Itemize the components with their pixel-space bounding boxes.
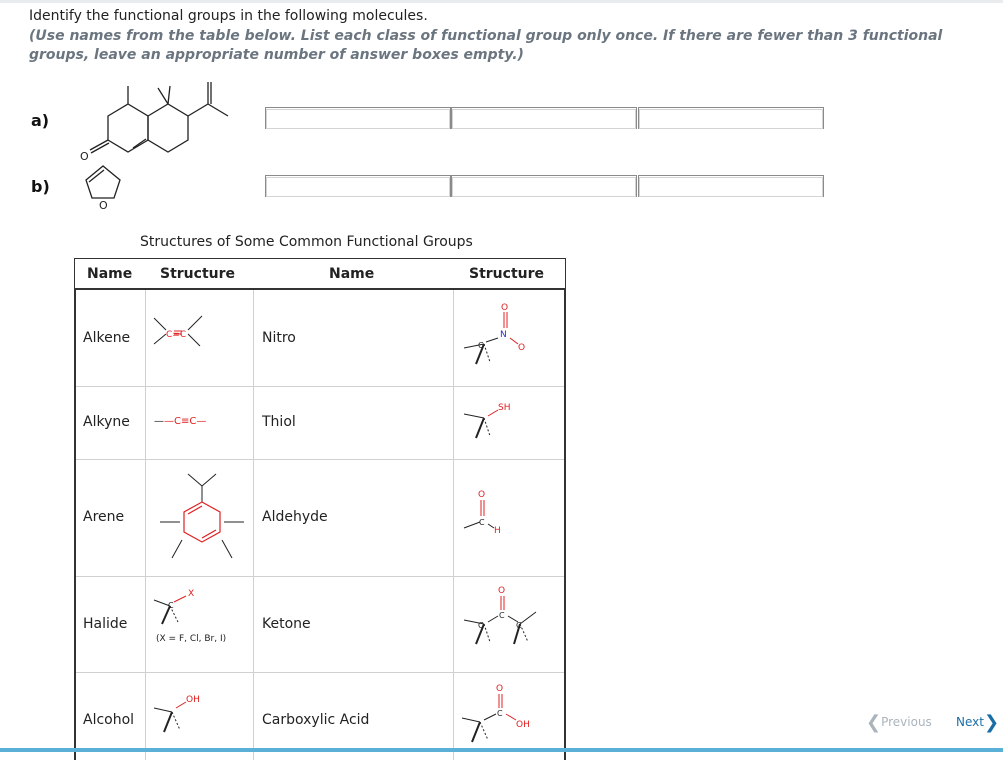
row-alkene-name: Alkene <box>83 330 131 346</box>
part-a-answer-3[interactable] <box>638 107 824 129</box>
footer-bar <box>0 748 1003 752</box>
svg-text:C: C <box>499 611 505 620</box>
svg-text:C: C <box>497 709 503 718</box>
alkyne-structure: ——C≡C— <box>154 416 207 427</box>
svg-text:X: X <box>188 589 195 599</box>
header-name-2: Name <box>329 266 375 282</box>
svg-text:O: O <box>478 490 486 500</box>
svg-text:C: C <box>478 621 484 630</box>
header-structure-1: Structure <box>160 266 236 282</box>
part-a-answer-1[interactable] <box>265 107 451 129</box>
row-ketone-name: Ketone <box>262 616 311 632</box>
next-button[interactable]: Next❯ <box>956 712 1000 733</box>
aldehyde-label: H <box>494 526 501 536</box>
svg-text:O: O <box>498 586 506 596</box>
carboxylic-acid-structure <box>458 680 548 750</box>
table-header <box>74 258 566 290</box>
svg-text:O: O <box>496 684 504 694</box>
alcohol-structure <box>152 690 222 740</box>
svg-text:C: C <box>516 621 522 630</box>
row-alkyne-name: Alkyne <box>83 414 130 430</box>
part-a-label: a) <box>31 111 50 130</box>
svg-text:C: C <box>479 518 485 527</box>
part-b-answer-1[interactable] <box>265 175 451 197</box>
nitro-structure <box>458 298 538 373</box>
header-structure-2: Structure <box>469 266 545 282</box>
halide-structure <box>152 586 212 630</box>
chevron-right-icon: ❯ <box>983 712 1000 733</box>
molecule-a-structure <box>78 76 258 166</box>
halide-note: (X = F, Cl, Br, I) <box>156 634 227 644</box>
row-halide-name: Halide <box>83 616 128 632</box>
svg-text:C: C <box>168 601 174 610</box>
aldehyde-structure <box>458 486 538 556</box>
row-alcohol-name: Alcohol <box>83 712 135 728</box>
svg-text:O: O <box>80 150 89 163</box>
chevron-left-icon: ❮ <box>866 712 882 733</box>
thiol-structure <box>458 394 538 454</box>
question-prompt: Identify the functional groups in the following molecules. <box>29 8 428 24</box>
arene-structure <box>152 472 252 562</box>
svg-text:O: O <box>501 303 509 313</box>
part-a-answer-2[interactable] <box>451 107 637 129</box>
previous-button[interactable]: ❮Previous <box>866 712 932 733</box>
table-body <box>74 290 566 760</box>
alkene-label: C=C <box>166 330 187 340</box>
part-b-answer-2[interactable] <box>451 175 637 197</box>
row-thiol-name: Thiol <box>262 414 296 430</box>
svg-text:C: C <box>478 341 484 350</box>
header-name-1: Name <box>87 266 133 282</box>
row-arene-name: Arene <box>83 509 125 525</box>
row-nitro-name: Nitro <box>262 330 296 346</box>
svg-text:O: O <box>518 343 526 353</box>
nitro-label: N <box>500 330 507 340</box>
alkene-structure <box>150 312 210 352</box>
ketone-structure <box>458 584 548 654</box>
top-bar <box>0 0 1003 3</box>
part-b-answer-3[interactable] <box>638 175 824 197</box>
svg-text:O: O <box>99 199 108 212</box>
table-title: Structures of Some Common Functional Groups <box>140 234 473 250</box>
row-aldehyde-name: Aldehyde <box>262 509 328 525</box>
alcohol-label: OH <box>186 695 200 705</box>
carboxylic-acid-label: OH <box>516 720 530 730</box>
part-b-label: b) <box>31 177 50 196</box>
row-carboxylic-acid-name: Carboxylic Acid <box>262 712 370 728</box>
thiol-label: SH <box>498 403 511 413</box>
question-instructions: (Use names from the table below. List each class of functional group only once. If there are fewer than 3 functional groups, leave an appropriate number of answer boxes empty.) <box>29 28 943 63</box>
molecule-b-structure <box>78 160 128 212</box>
